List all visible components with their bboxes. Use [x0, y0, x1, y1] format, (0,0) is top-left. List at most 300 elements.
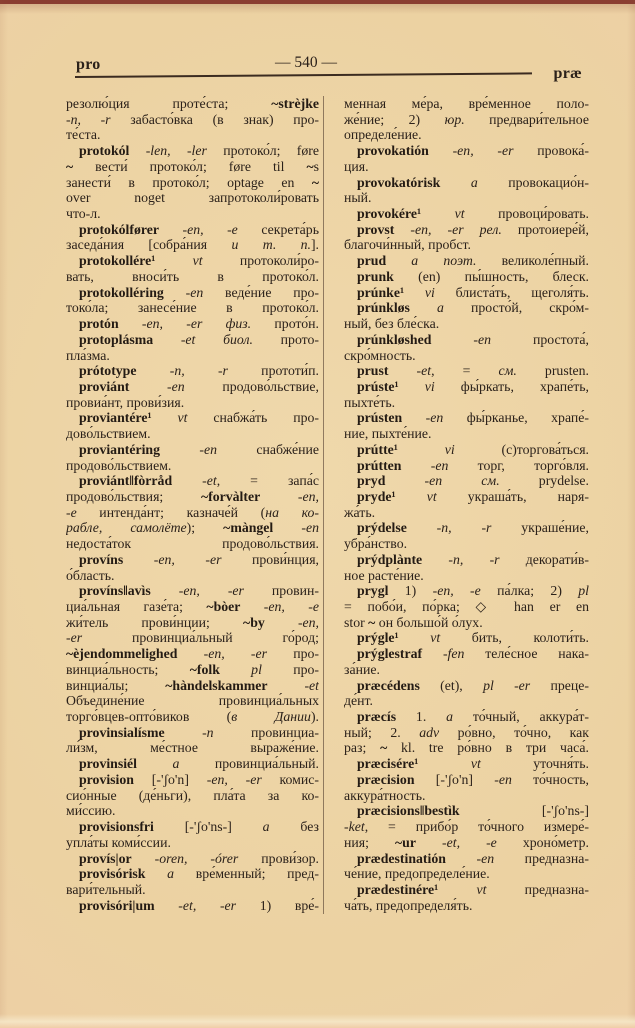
dictionary-line — [66, 442, 319, 458]
dictionary-line — [66, 693, 319, 709]
text-segment: про- — [267, 646, 319, 662]
dictionary-line — [344, 803, 589, 819]
dictionary-line — [66, 646, 319, 662]
dictionary-line — [66, 662, 319, 678]
text-segment: рабле, самолёте — [66, 520, 187, 536]
text-segment: провинциа́льный го́род; — [82, 630, 319, 646]
text-segment: prýdplànte — [357, 551, 423, 567]
text-segment: великоле́пный. — [476, 253, 589, 269]
text-segment: -et — [267, 677, 319, 693]
text-segment: prýgle¹ — [357, 630, 399, 646]
text-segment: -oren, -órer — [131, 850, 239, 866]
text-segment: ~ — [306, 158, 314, 174]
text-segment: -en, -e — [240, 599, 319, 614]
text-segment: -n — [164, 724, 214, 740]
dictionary-line — [344, 882, 589, 898]
text-segment: vt — [418, 756, 481, 772]
text-segment: провоци́ровать. — [464, 206, 589, 222]
text-segment: (с)торгова́ться. — [454, 441, 589, 457]
dictionary-line — [344, 300, 589, 316]
text-segment: па́лка; 2) — [480, 583, 579, 599]
text-segment: провиа́нт, прови́зия. — [66, 394, 185, 410]
text-segment: pl -er — [483, 677, 531, 693]
text-segment: prútte¹ — [357, 441, 398, 457]
text-segment: ный. — [344, 190, 372, 206]
text-segment: пыхте́ть. — [344, 394, 396, 410]
text-segment: уточня́ть. — [480, 756, 589, 772]
dictionary-line — [66, 505, 319, 521]
text-segment — [202, 316, 225, 331]
text-segment: снабжа́ть про- — [187, 410, 319, 426]
dictionary-line — [344, 363, 589, 379]
dictionary-line — [66, 835, 319, 851]
text-segment: поэт. — [443, 253, 477, 269]
text-segment: -len, -ler — [129, 143, 207, 159]
text-segment: то́чность, — [511, 771, 589, 787]
text-segment: vt — [398, 630, 441, 646]
text-segment: ~by — [243, 614, 265, 630]
dictionary-line — [344, 788, 589, 804]
text-segment: pryde¹ — [357, 488, 396, 504]
text-segment: provisóri|um — [79, 897, 155, 913]
text-segment: бить, колоти́ть. — [440, 630, 589, 646]
text-segment: -en, — [264, 614, 319, 630]
dictionary-line — [66, 489, 319, 505]
dictionary-line — [344, 473, 589, 489]
text-segment: протоиере́й, — [501, 221, 589, 237]
text-segment: protoplásma — [79, 331, 154, 347]
text-segment: прови́зор. — [238, 850, 319, 866]
text-segment: prunk — [357, 268, 394, 284]
dictionary-line — [344, 332, 589, 348]
text-segment: prúnke¹ — [357, 284, 405, 300]
text-segment: дово́льствием. — [66, 426, 151, 442]
text-segment: провин- — [243, 583, 319, 599]
text-segment: -en, -er — [394, 221, 464, 237]
text-segment: торг, торго́вля. — [448, 457, 589, 473]
text-segment: 1. — [396, 709, 447, 725]
text-segment: a — [440, 174, 478, 190]
text-segment: рел. — [479, 221, 502, 237]
dictionary-line — [344, 630, 589, 646]
text-segment: веде́ние про- — [203, 284, 319, 300]
dictionary-line — [344, 112, 589, 128]
dictionary-line — [66, 756, 319, 772]
text-segment: жи́тель прови́нции; — [66, 614, 244, 630]
text-segment: proviantére¹ — [79, 410, 152, 426]
text-segment: stor — [344, 614, 369, 630]
dictionary-line — [344, 96, 589, 112]
text-segment: де́нт. — [344, 693, 373, 709]
text-segment: вари́тельный. — [66, 881, 146, 897]
dictionary-line — [66, 740, 319, 756]
dictionary-line — [344, 772, 589, 788]
dictionary-line — [344, 568, 589, 584]
text-segment: vt — [421, 206, 465, 222]
text-segment: -et, -er — [154, 897, 237, 913]
text-segment: простота́, — [491, 331, 589, 347]
text-segment: че́ние, предопределе́ние. — [344, 866, 490, 882]
text-segment: 1) — [388, 583, 433, 599]
text-segment: пла́зма. — [66, 347, 110, 363]
dictionary-line — [66, 143, 319, 159]
text-segment: ли́зм, ме́стное выраже́ние. — [66, 740, 319, 756]
text-segment: -en — [401, 457, 449, 473]
text-segment: вать, вноси́ть в протоко́л. — [66, 268, 319, 284]
text-segment: ния; — [344, 834, 395, 850]
text-segment: продово́льствием. — [66, 457, 172, 473]
text-segment: преце- — [530, 677, 589, 693]
text-segment: a — [137, 756, 180, 772]
dictionary-line — [66, 552, 319, 568]
text-segment: vi — [404, 284, 435, 300]
dictionary-line — [344, 348, 589, 364]
text-segment: ный, без бле́ска. — [344, 316, 440, 332]
text-segment: protokól — [79, 143, 130, 159]
text-segment: украше́ние, — [491, 520, 589, 536]
dictionary-line — [344, 269, 589, 285]
page-left-edge — [0, 0, 8, 1028]
text-segment: жа́ть. — [344, 504, 376, 520]
dictionary-line — [66, 898, 319, 914]
guide-word-left: pro — [76, 56, 101, 73]
text-segment: винциа́льность; — [66, 661, 190, 677]
dictionary-line — [344, 662, 589, 678]
dictionary-line — [344, 442, 589, 458]
text-segment: ); — [186, 520, 224, 536]
text-segment: прови́нция, — [221, 551, 319, 567]
text-segment: хроно́метр. — [496, 834, 589, 850]
text-segment: снабже́ние — [216, 441, 319, 457]
text-segment: же́ние; 2) — [344, 111, 445, 127]
dictionary-line — [66, 300, 319, 316]
dictionary-line — [66, 237, 319, 253]
dictionary-line — [344, 316, 589, 332]
text-segment: провинциа́льный. — [179, 756, 319, 772]
text-segment: -en — [163, 284, 204, 300]
dictionary-line — [66, 348, 319, 364]
text-segment: provokatórisk — [357, 174, 441, 190]
text-segment: pryd — [357, 473, 386, 489]
text-segment: (et), — [419, 677, 484, 693]
text-segment: вре́менный; пред- — [174, 866, 319, 882]
dictionary-line — [66, 615, 319, 631]
text-segment: продово́льствие, — [184, 378, 319, 394]
text-segment: торго́вцев-опто́виков ( — [66, 709, 232, 725]
text-segment: забасто́вка (в знак) про- — [110, 111, 319, 127]
text-segment: prædestinatión — [357, 850, 446, 866]
text-segment: см. — [481, 473, 500, 489]
text-segment: ~ — [66, 158, 74, 174]
text-segment: -n, -r — [406, 520, 492, 536]
text-segment: циа́льная газе́та; — [66, 599, 207, 614]
text-segment: ~hàndelskammer — [165, 677, 268, 693]
text-segment: про- — [261, 661, 319, 677]
text-segment: provokére¹ — [357, 206, 422, 222]
text-segment: продово́льствия; — [66, 488, 201, 504]
dictionary-line — [66, 882, 319, 898]
dictionary-line — [66, 709, 319, 725]
dictionary-line — [344, 253, 589, 269]
dictionary-line — [344, 583, 589, 599]
text-segment: -ket — [344, 819, 365, 835]
text-segment: раз; — [344, 740, 381, 756]
text-segment: -en — [402, 410, 444, 426]
dictionary-line — [66, 363, 319, 379]
text-segment: , = прибо́р то́чного измере́- — [364, 819, 589, 835]
text-segment: præcís — [357, 709, 397, 725]
text-segment: províns — [79, 551, 124, 567]
text-segment: -en, -er — [428, 143, 514, 159]
text-segment: ~strèjke — [271, 96, 319, 111]
text-segment: provinsiél — [79, 756, 138, 772]
text-segment: интенда́нт; казначе́й ( — [76, 504, 266, 520]
text-segment: ~ — [380, 740, 388, 756]
dictionary-line — [66, 206, 319, 222]
dictionary-line — [66, 96, 319, 112]
text-segment: ~ur — [395, 834, 416, 850]
dictionary-line — [66, 583, 319, 599]
text-segment: prusten. — [516, 363, 589, 379]
dictionary-line — [344, 646, 589, 662]
text-segment: vt — [395, 488, 437, 504]
dictionary-line — [66, 269, 319, 285]
text-segment: что-л. — [66, 206, 101, 222]
dictionary-line — [344, 740, 589, 756]
text-segment: комис- — [261, 771, 319, 787]
text-segment: токо́ла; занесе́ние в протоко́л. — [66, 300, 319, 316]
text-segment — [442, 473, 481, 488]
text-segment: без — [269, 819, 319, 835]
dictionary-line — [66, 866, 319, 882]
text-segment: -n, -r — [422, 551, 500, 567]
dictionary-line — [66, 332, 319, 348]
text-segment: убра́нство. — [344, 536, 408, 552]
text-segment: ция. — [344, 158, 369, 174]
text-segment: сио́нные (де́ньги), пла́та за ко- — [66, 787, 319, 803]
dictionary-line — [66, 630, 319, 646]
text-segment: в Дании — [231, 709, 311, 725]
text-segment — [464, 222, 480, 237]
text-segment: менная ме́ра, вре́менное поло- — [344, 96, 589, 111]
text-segment: он большо́й о́лух. — [375, 614, 483, 630]
text-segment: -et, -e — [415, 834, 497, 850]
text-segment: over noget запротоколи́ровать — [66, 190, 319, 206]
text-segment: ~bòer — [206, 599, 241, 614]
text-segment: kl. tre ро́вно в три часа́. — [387, 740, 589, 756]
text-segment: ]. — [310, 237, 319, 253]
text-segment: proviantéring — [79, 441, 160, 457]
text-segment: a — [145, 866, 175, 882]
dictionary-line — [344, 222, 589, 238]
dictionary-line — [344, 285, 589, 301]
text-segment: s — [313, 158, 319, 174]
text-segment: ро́вно, то́чно, как — [439, 724, 589, 740]
text-segment: вести́ протоко́л; føre til — [73, 158, 307, 174]
dictionary-line — [66, 458, 319, 474]
text-segment: prústen — [357, 410, 403, 426]
dictionary-line — [344, 458, 589, 474]
dictionary-line — [344, 866, 589, 882]
text-segment: просто́й, скро́м- — [443, 300, 589, 316]
dictionary-line — [66, 159, 319, 175]
text-segment: provís|or — [79, 850, 132, 866]
text-segment: провока́- — [513, 143, 589, 159]
text-segment: и т. п. — [231, 237, 311, 253]
text-segment: ча́ть, предопределя́ть. — [344, 897, 473, 913]
dictionary-line — [344, 237, 589, 253]
text-segment: prúnkløshed — [357, 331, 432, 347]
text-segment: vt — [438, 881, 487, 897]
text-segment: adv — [419, 724, 440, 740]
dictionary-line — [66, 285, 319, 301]
text-segment: провинциа- — [213, 724, 319, 740]
text-segment: -et — [172, 473, 217, 489]
dictionary-line — [66, 678, 319, 694]
text-segment: ). — [310, 709, 319, 725]
text-segment: prýdelse — [357, 520, 407, 536]
dictionary-line — [344, 709, 589, 725]
text-segment: -n, -r — [66, 111, 111, 127]
text-segment: -en, -e — [158, 221, 238, 237]
dictionary-line — [344, 851, 589, 867]
dictionary-line — [66, 520, 319, 536]
text-segment: [-'ʃo'ns-] — [153, 819, 263, 835]
text-segment: præcisions‖bestìk — [357, 803, 460, 819]
text-segment: , = — [431, 363, 499, 379]
text-segment: ~folk — [189, 661, 220, 677]
text-segment: ~màngel — [223, 520, 274, 536]
right-column — [344, 96, 589, 913]
dictionary-line — [66, 725, 319, 741]
text-segment: prud — [357, 253, 387, 269]
text-segment: prydelse. — [499, 473, 589, 489]
dictionary-line — [344, 599, 589, 615]
text-segment: , = запа́с — [216, 473, 319, 489]
text-segment: protón — [79, 316, 119, 332]
dictionary-line — [344, 756, 589, 772]
text-segment: pl — [219, 661, 262, 677]
dictionary-line — [344, 395, 589, 411]
text-segment: предназна- — [494, 850, 589, 866]
dictionary-line — [344, 898, 589, 914]
text-segment: ~forvàlter — [200, 488, 261, 504]
text-segment: секрета́рь — [237, 221, 319, 237]
text-segment: ние, пыхте́ние. — [344, 426, 432, 442]
text-segment: -en — [431, 331, 492, 347]
text-segment: a — [386, 253, 419, 269]
text-segment: те́ста. — [66, 127, 101, 143]
text-segment: ~ — [311, 174, 319, 190]
text-segment: -n, -r — [136, 363, 228, 379]
text-segment: -en — [494, 771, 512, 787]
text-segment: определе́ние. — [344, 127, 422, 143]
text-segment: [-'ʃo'n] — [414, 771, 495, 787]
text-segment: = побо́и, по́рка; ◇ han er en — [344, 599, 589, 614]
text-segment: -en, — [260, 488, 319, 504]
dictionary-line — [66, 803, 319, 819]
dictionary-line — [344, 505, 589, 521]
dictionary-line — [66, 222, 319, 238]
text-segment: provokatión — [357, 143, 429, 159]
text-segment: provisionsfri — [79, 819, 154, 835]
text-segment: vt — [155, 253, 203, 269]
text-segment: украша́ть, наря- — [436, 488, 589, 504]
text-segment: -et — [153, 331, 196, 347]
dictionary-line — [66, 788, 319, 804]
text-segment: províns‖avìs — [79, 583, 151, 599]
header-rule — [75, 72, 532, 78]
dictionary-line — [344, 725, 589, 741]
text-segment: на ко- — [265, 504, 319, 520]
dictionary-line — [66, 426, 319, 442]
text-segment: -er — [66, 630, 83, 646]
text-segment: -fen — [422, 646, 465, 662]
text-segment: prýglestraf — [357, 646, 423, 662]
text-segment: 1) вре́- — [236, 897, 319, 913]
dictionary-line — [344, 175, 589, 191]
text-segment: a — [409, 300, 444, 316]
text-segment: заседа́ния [собра́ния — [66, 237, 232, 253]
page-top-shadow — [0, 4, 635, 14]
text-segment: prust — [357, 363, 389, 379]
text-segment: предназна- — [486, 881, 589, 897]
text-segment: protokólfører — [79, 221, 159, 237]
dictionary-line — [66, 851, 319, 867]
text-segment: provision — [79, 771, 134, 787]
text-segment: протоко́л; føre — [206, 143, 319, 159]
dictionary-line — [344, 159, 589, 175]
text-segment: prótotype — [79, 363, 137, 379]
text-segment: ми́ссию. — [66, 803, 116, 819]
text-segment: provisórisk — [79, 866, 146, 882]
dictionary-line — [66, 112, 319, 128]
text-segment: то́чный, аккура́т- — [453, 709, 589, 725]
text-segment: protokolléring — [79, 284, 164, 300]
text-segment: резолю́ция проте́ста; — [66, 96, 272, 111]
text-segment: упла́ты коми́ссии. — [66, 834, 171, 850]
text-segment: provst — [357, 221, 395, 237]
text-segment: скро́мность. — [344, 347, 416, 363]
text-segment: præcédens — [357, 677, 420, 693]
text-segment: ное расте́ние. — [344, 567, 424, 583]
text-segment: prygl — [357, 583, 389, 599]
text-segment: -en — [160, 441, 217, 457]
dictionary-line — [344, 615, 589, 631]
dictionary-line — [344, 536, 589, 552]
guide-word-right: præ — [553, 65, 582, 82]
text-segment: аккура́тность. — [344, 787, 426, 803]
text-segment: vi — [397, 441, 455, 457]
text-segment: (en) пы́шность, блеск. — [393, 268, 589, 284]
text-segment: a — [262, 819, 270, 835]
dictionary-line — [66, 127, 319, 143]
text-segment: протоколи́ро- — [202, 253, 319, 269]
text-segment: ~èjendommelighed — [66, 646, 178, 662]
text-segment: ~ — [368, 614, 376, 630]
dictionary-line — [66, 395, 319, 411]
text-segment: -e — [66, 504, 77, 520]
text-segment: præcision — [357, 771, 415, 787]
text-segment: proviánt — [79, 378, 130, 394]
dictionary-line — [344, 379, 589, 395]
dictionary-line — [344, 520, 589, 536]
text-segment: физ. — [225, 316, 252, 332]
dictionary-line — [66, 379, 319, 395]
text-segment: -en — [273, 520, 319, 536]
text-segment: -en, -er — [206, 771, 262, 787]
column-divider — [323, 96, 324, 914]
